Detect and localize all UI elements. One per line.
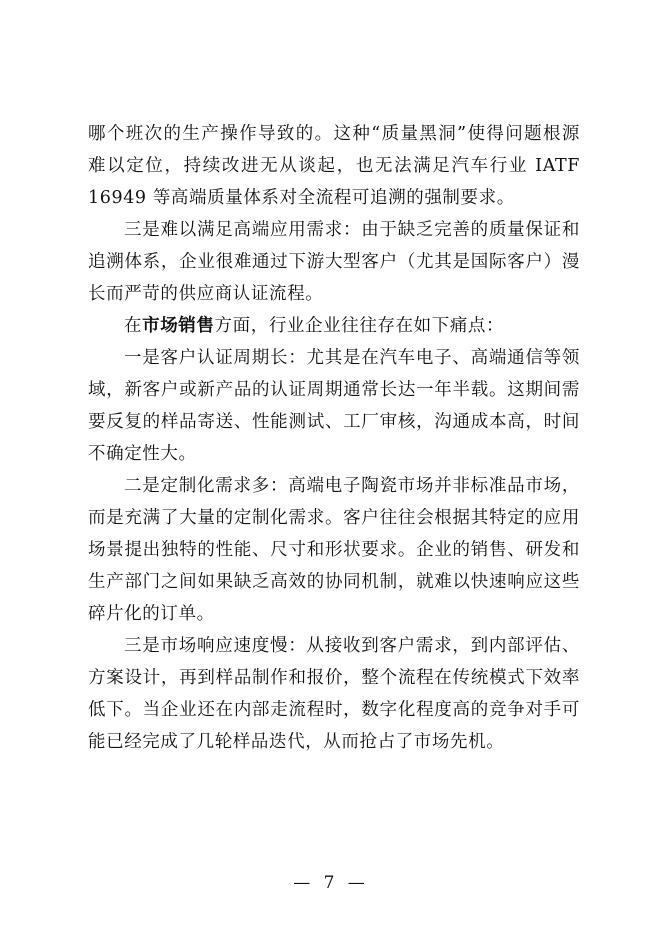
text-line: 一是客户认证周期长：尤其是在汽车电子、高端通信等领 [124,348,580,368]
text-suffix: 方面，行业企业往往存在如下痛点： [214,316,505,336]
text-line: 生产部门之间如果缺乏高效的协同机制，就难以快速响应这些 [88,572,580,592]
page-number: — 7 — [293,873,369,893]
text-line: 能已经完成了几轮样品迭代，从而抢占了市场先机。 [88,732,505,752]
text-line: 追溯体系，企业很难通过下游大型客户（尤其是国际客户）漫 [88,252,580,272]
bold-term-market-sales: 市场销售 [142,316,215,336]
text-line: 方案设计，再到样品制作和报价，整个流程在传统模式下效率 [88,668,580,688]
text-line: 场景提出独特的性能、尺寸和形状要求。企业的销售、研发和 [88,540,580,560]
text-line: 碎片化的订单。 [88,604,215,624]
text-line: 低下。当企业还在内部走流程时，数字化程度高的竞争对手可 [88,700,580,720]
text-line: 难以定位，持续改进无从谈起，也无法满足汽车行业 IATF [88,156,580,176]
text-line: 要反复的样品寄送、性能测试、工厂审核，沟通成本高，时间 [88,412,580,432]
text-line: 域，新客户或新产品的认证周期通常长达一年半载。这期间需 [88,380,580,400]
text-line: 长而严苛的供应商认证流程。 [88,284,324,304]
text-line: 哪个班次的生产操作导致的。这种“质量黑洞”使得问题根源 [88,124,580,144]
text-line: 三是难以满足高端应用需求：由于缺乏完善的质量保证和 [124,220,580,240]
text-line: 16949 等高端质量体系对全流程可追溯的强制要求。 [88,188,515,208]
document-body [88,118,580,758]
text-line: 不确定性大。 [88,444,197,464]
text-line: 二是定制化需求多：高端电子陶瓷市场并非标准品市场， [124,476,580,496]
text-line: 而是充满了大量的定制化需求。客户往往会根据其特定的应用 [88,508,580,528]
text-line: 三是市场响应速度慢：从接收到客户需求，到内部评估、 [124,636,580,656]
text-line-market-sales [88,310,580,342]
text-prefix: 在 [124,316,143,336]
